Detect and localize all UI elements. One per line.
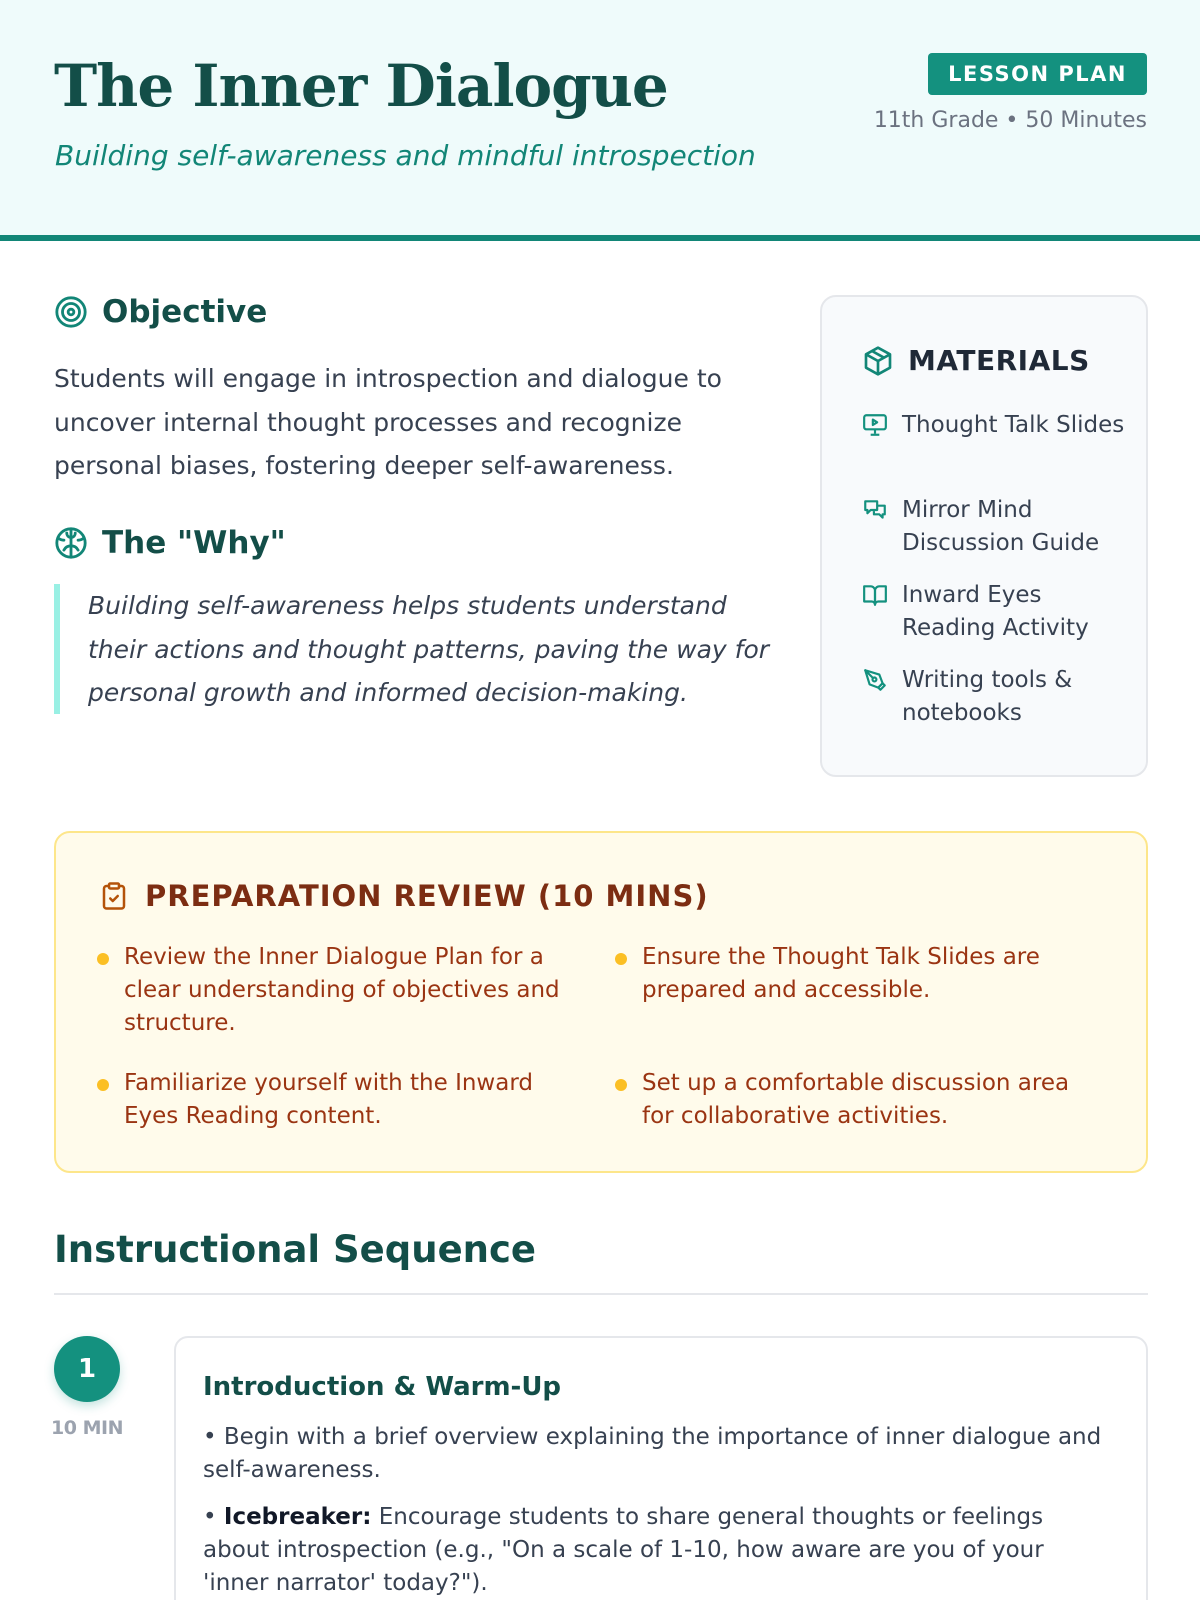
lesson-plan-badge: LESSON PLAN — [928, 53, 1147, 95]
step-duration: 10 MIN — [51, 1417, 123, 1439]
preparation-item: Familiarize yourself with the Inward Eyes Reading content. — [97, 1067, 582, 1133]
why-heading-label: The "Why" — [102, 525, 286, 561]
step-number-badge: 1 — [54, 1336, 120, 1402]
material-label: Mirror Mind Discussion Guide — [902, 497, 1100, 556]
material-label: Writing tools & notebooks — [902, 667, 1073, 726]
material-item — [862, 494, 1132, 560]
bullet-mark: • — [203, 1504, 224, 1530]
material-label: Inward Eyes Reading Activity — [902, 582, 1089, 641]
objective-text: Students will engage in introspection and dialogue to uncover internal thought processes and recognize personal biases, fostering deeper self-awareness. — [54, 364, 722, 480]
preparation-heading-label: PREPARATION REVIEW (10 MINS) — [145, 879, 709, 913]
presentation-icon — [862, 412, 888, 438]
why-heading — [54, 525, 286, 561]
clipboard-check-icon — [99, 881, 129, 911]
pen-tool-icon — [862, 667, 888, 693]
brain-icon — [54, 526, 88, 560]
material-item — [862, 664, 1132, 730]
preparation-item: Ensure the Thought Talk Slides are prepared and accessible. — [615, 941, 1100, 1007]
materials-heading-label: MATERIALS — [908, 344, 1090, 377]
preparation-heading — [99, 879, 709, 913]
preparation-item: Set up a comfortable discussion area for collaborative activities. — [615, 1067, 1100, 1133]
icebreaker-label: Icebreaker: — [223, 1504, 372, 1530]
step-bullet — [203, 1501, 1113, 1600]
preparation-review-card — [54, 831, 1148, 1173]
target-icon — [54, 295, 88, 329]
step-bullet: • Begin with a brief overview explaining the importance of inner dialogue and self-awareness. — [203, 1424, 1102, 1483]
preparation-item: Review the Inner Dialogue Plan for a clear understanding of objectives and structure. — [97, 941, 582, 1040]
materials-heading — [862, 344, 1090, 377]
package-icon — [862, 345, 894, 377]
page-subtitle: Building self-awareness and mindful introspection — [55, 139, 756, 172]
objective-heading-label: Objective — [102, 294, 268, 330]
material-label: Thought Talk Slides — [902, 412, 1125, 438]
material-item — [862, 579, 1132, 645]
icebreaker-text: Encourage students to share general thoughts or feelings about introspection (e.g., "On a scale of 1-10, how aware are you of your 'inner narrator' today?"). — [203, 1504, 1044, 1596]
why-quote: Building self-awareness helps students understand their actions and thought patterns, paving the way for personal growth and informed decision-making. — [54, 584, 784, 714]
material-item — [862, 409, 1132, 442]
materials-card — [820, 295, 1148, 777]
chat-bubbles-icon — [862, 497, 888, 523]
step-card — [174, 1336, 1148, 1600]
lesson-header — [0, 0, 1200, 241]
sequence-heading: Instructional Sequence — [54, 1228, 537, 1271]
book-open-icon — [862, 582, 888, 608]
page-title: The Inner Dialogue — [54, 52, 668, 120]
objective-heading — [54, 294, 267, 330]
grade-duration-meta: 11th Grade • 50 Minutes — [873, 108, 1147, 133]
step-title: Introduction & Warm-Up — [203, 1372, 562, 1402]
sequence-divider — [54, 1293, 1148, 1295]
